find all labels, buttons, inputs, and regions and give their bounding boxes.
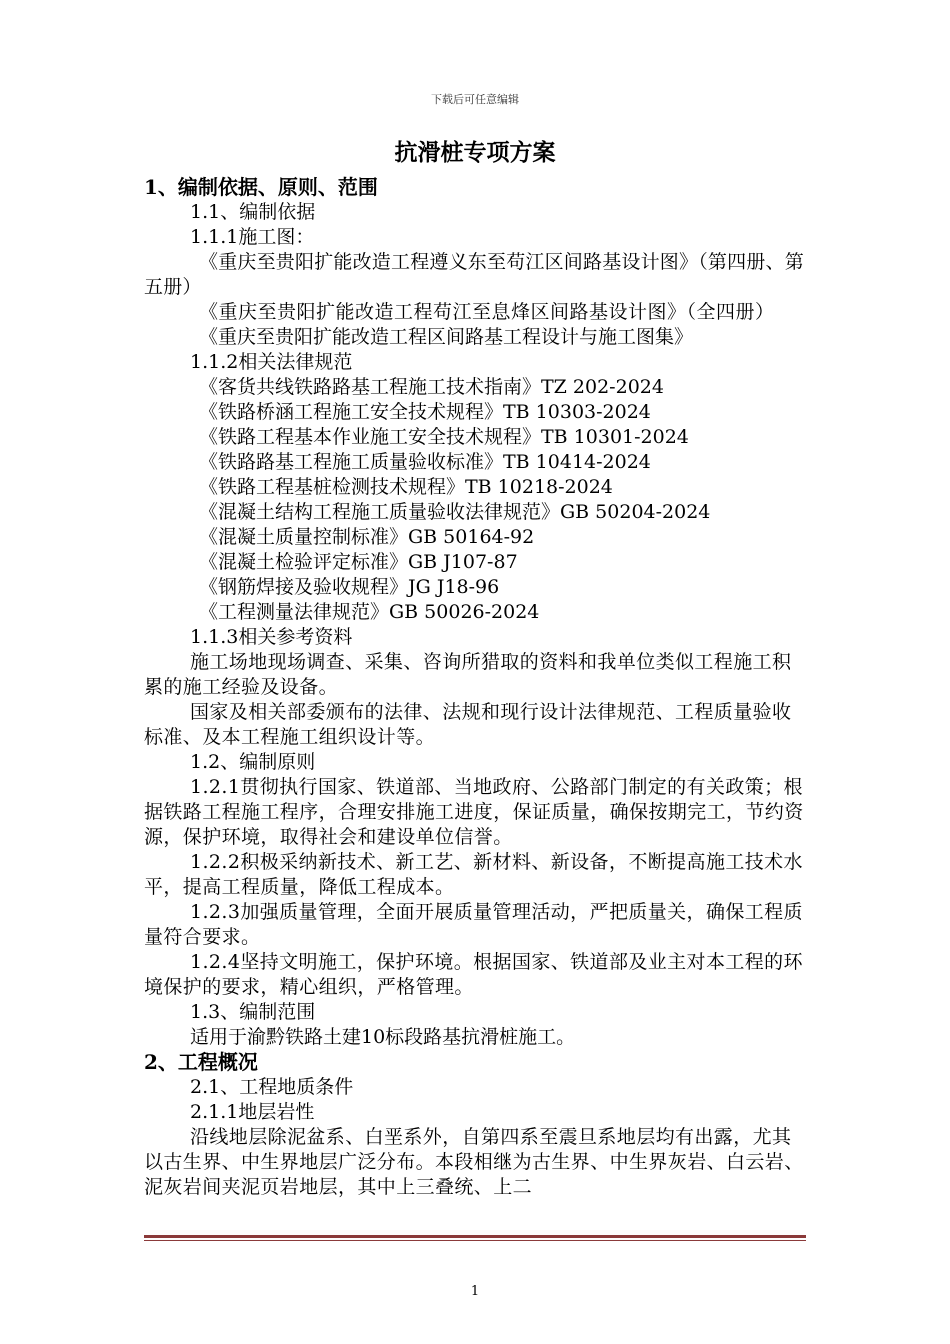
standard-item: 《工程测量法律规范》GB 50026-2024 [199, 601, 540, 623]
drawing-ref-1: 《重庆至贵阳扩能改造工程遵义东至苟江区间路基设计图》（第四册、第五册） [144, 251, 804, 298]
footer-rule-thin [144, 1240, 806, 1241]
subsection-1-1-2: 1.1.2相关法律规范 [190, 351, 353, 373]
subsection-1-2: 1.2、编制原则 [190, 751, 316, 773]
footer-rule-thick [144, 1235, 806, 1238]
drawing-ref-2: 《重庆至贵阳扩能改造工程苟江至息烽区间路基设计图》（全四册） [199, 301, 775, 323]
document-body [144, 175, 810, 1200]
reference-paragraph-1: 施工场地现场调查、采集、咨询所猎取的资料和我单位类似工程施工积累的施工经验及设备。 [144, 651, 792, 698]
standard-item: 《混凝土结构工程施工质量验收法律规范》GB 50204-2024 [199, 501, 711, 523]
subsection-2-1: 2.1、工程地质条件 [190, 1076, 354, 1098]
standard-item: 《铁路工程基本作业施工安全技术规程》TB 10301-2024 [199, 426, 689, 448]
standard-item: 《铁路工程基桩检测技术规程》TB 10218-2024 [199, 476, 613, 498]
principle-1-2-3: 1.2.3加强质量管理，全面开展质量管理活动，严把质量关，确保工程质量符合要求。 [144, 901, 803, 948]
document-title: 抗滑桩专项方案 [394, 139, 556, 166]
page-number: 1 [470, 1284, 480, 1299]
standard-item: 《钢筋焊接及验收规程》JG J18-96 [199, 576, 500, 598]
reference-paragraph-2: 国家及相关部委颁布的法律、法规和现行设计法律规范、工程质量验收标准、及本工程施工组织设计等。 [144, 701, 792, 748]
standard-item: 《铁路路基工程施工质量验收标准》TB 10414-2024 [199, 451, 651, 473]
standard-item: 《铁路桥涵工程施工安全技术规程》TB 10303-2024 [199, 401, 651, 423]
standard-item: 《客货共线铁路路基工程施工技术指南》TZ 202-2024 [199, 376, 664, 398]
principle-1-2-4: 1.2.4坚持文明施工，保护环境。根据国家、铁道部及业主对本工程的环境保护的要求，精心组织，严格管理。 [144, 951, 803, 998]
subsection-1-1-3: 1.1.3相关参考资料 [190, 626, 353, 648]
scope-paragraph: 适用于渝黔铁路土建10标段路基抗滑桩施工。 [190, 1026, 576, 1048]
section-heading-1: 1、编制依据、原则、范围 [144, 175, 378, 199]
subsection-1-1: 1.1、编制依据 [190, 201, 316, 223]
principle-1-2-2: 1.2.2积极采纳新技术、新工艺、新材料、新设备，不断提高施工技术水平，提高工程质量，降低工程成本。 [144, 851, 803, 898]
subsection-2-1-1: 2.1.1地层岩性 [190, 1101, 315, 1123]
drawing-ref-3: 《重庆至贵阳扩能改造工程区间路基工程设计与施工图集》 [199, 326, 694, 348]
subsection-1-3: 1.3、编制范围 [190, 1001, 316, 1023]
standard-item: 《混凝土质量控制标准》GB 50164-92 [199, 526, 535, 548]
geology-paragraph: 沿线地层除泥盆系、白垩系外，自第四系至震旦系地层均有出露，尤其以古生界、中生界地层广泛分布。本段相继为古生界、中生界灰岩、白云岩、泥灰岩间夹泥页岩地层，其中上三叠统、上二 [144, 1126, 804, 1198]
header-note: 下载后可任意编辑 [431, 93, 519, 106]
section-heading-2: 2、工程概况 [144, 1050, 258, 1074]
principle-1-2-1: 1.2.1贯彻执行国家、铁道部、当地政府、公路部门制定的有关政策；根据铁路工程施工程序，合理安排施工进度，保证质量，确保按期完工，节约资源，保护环境，取得社会和建设单位信誉。 [144, 776, 804, 848]
subsection-1-1-1: 1.1.1施工图： [190, 226, 315, 248]
standard-item: 《混凝土检验评定标准》GB J107-87 [199, 551, 518, 573]
